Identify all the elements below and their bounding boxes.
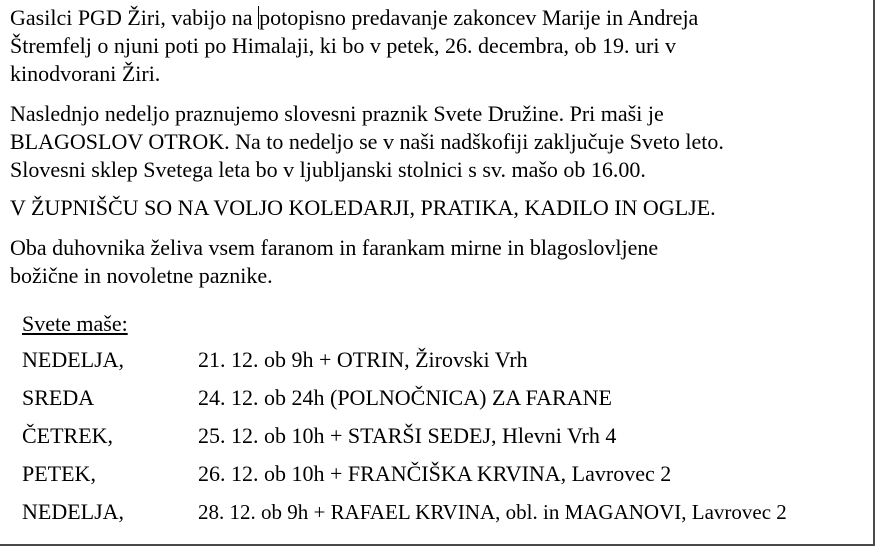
text-line: kinodvorani Žiri. (10, 61, 161, 86)
announcement-fire-brigade-lecture (10, 4, 698, 88)
text-line: BLAGOSLOV OTROK. Na to nedeljo se v naši nadškofiji zaključuje Sveto leto. (10, 129, 724, 154)
text-segment: potopisno predavanje zakoncev Marije in Andreja (259, 5, 699, 30)
mass-description: 24. 12. ob 24h (POLNOČNICA) ZA FARANE (198, 385, 612, 410)
mass-row (22, 384, 872, 422)
mass-description: 28. 12. ob 9h + RAFAEL KRVINA, obl. in MAGANOVI, Lavrovec 2 (198, 500, 787, 524)
text-line (10, 4, 698, 32)
mass-day: PETEK, (22, 461, 96, 486)
text-line: Naslednjo nedeljo praznujemo slovesni praznik Svete Družine. Pri maši je (10, 101, 664, 126)
announcement-parish-office (10, 194, 716, 222)
mass-day: SREDA (22, 385, 95, 410)
mass-row (22, 346, 872, 384)
announcement-holy-family (10, 100, 724, 184)
announcement-greetings (10, 234, 658, 290)
mass-day: NEDELJA, (22, 499, 125, 524)
mass-description: 25. 12. ob 10h + STARŠI SEDEJ, Hlevni Vrh 4 (198, 423, 617, 448)
text-line: Štremfelj o njuni poti po Himalaji, ki bo v petek, 26. decembra, ob 19. uri v (10, 33, 676, 58)
mass-description: 26. 12. ob 10h + FRANČIŠKA KRVINA, Lavrovec 2 (198, 461, 672, 486)
mass-row (22, 422, 872, 460)
mass-row (22, 498, 872, 536)
mass-row (22, 460, 872, 498)
text-line: božične in novoletne paznike. (10, 263, 273, 288)
mass-schedule (22, 346, 872, 536)
mass-description: 21. 12. ob 9h + OTRIN, Žirovski Vrh (198, 347, 528, 372)
text-line: V ŽUPNIŠČU SO NA VOLJO KOLEDARJI, PRATIKA, KADILO IN OGLJE. (10, 195, 716, 220)
mass-day: NEDELJA, (22, 347, 125, 372)
text-line: Oba duhovnika želiva vsem faranom in farankam mirne in blagoslovljene (10, 235, 659, 260)
mass-day: ČETREK, (22, 423, 114, 448)
masses-heading: Svete maše: (22, 311, 128, 336)
text-line: Slovesni sklep Svetega leta bo v ljubljanski stolnici s sv. mašo ob 16.00. (10, 157, 646, 182)
text-segment: Gasilci PGD Žiri, vabijo na (10, 5, 259, 30)
